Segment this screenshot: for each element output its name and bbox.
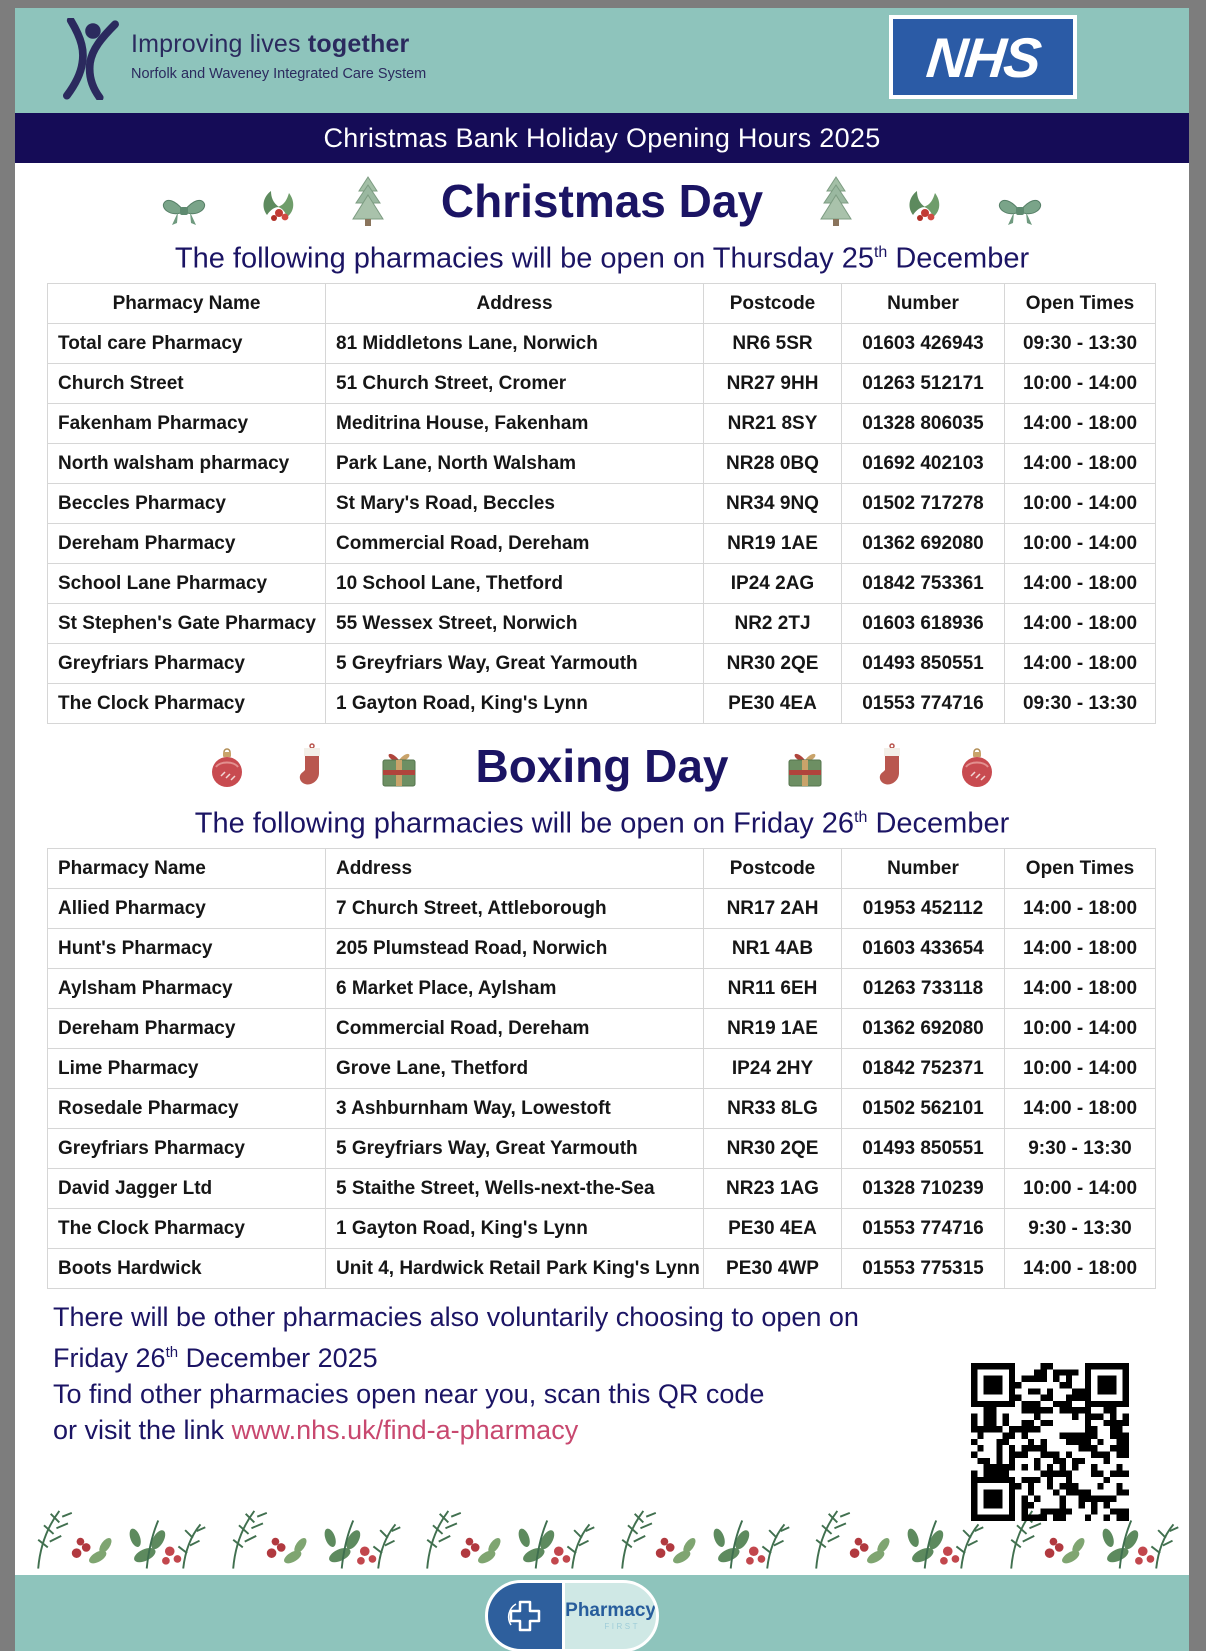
table-cell: 14:00 - 18:00	[1005, 404, 1156, 444]
nhs-logo-text: NHS	[923, 25, 1043, 89]
bauble-icon	[959, 743, 995, 789]
table-row	[48, 364, 1156, 404]
bottom-band	[15, 1575, 1189, 1651]
table-cell: 5 Greyfriars Way, Great Yarmouth	[326, 1129, 704, 1169]
column-header: Number	[842, 849, 1005, 889]
table-cell: Commercial Road, Dereham	[326, 524, 704, 564]
table-cell: 5 Staithe Street, Wells-next-the-Sea	[326, 1169, 704, 1209]
table-cell: 55 Wessex Street, Norwich	[326, 604, 704, 644]
column-header: Open Times	[1005, 284, 1156, 324]
foliage-sprig-icon	[311, 1501, 407, 1575]
foliage-sprig-icon	[116, 1501, 212, 1575]
table-cell: Dereham Pharmacy	[48, 1009, 326, 1049]
table-cell: NR19 1AE	[704, 524, 842, 564]
table-cell: 14:00 - 18:00	[1005, 644, 1156, 684]
pharmacy-cross-icon	[488, 1583, 565, 1649]
table-cell: NR19 1AE	[704, 1009, 842, 1049]
table-cell: 01603 426943	[842, 324, 1005, 364]
table-cell: 14:00 - 18:00	[1005, 444, 1156, 484]
nhs-find-pharmacy-link[interactable]: www.nhs.uk/find-a-pharmacy	[231, 1415, 579, 1445]
table-cell: 9:30 - 13:30	[1005, 1129, 1156, 1169]
foliage-sprig-icon	[505, 1501, 601, 1575]
pharmacy-first-wordmark: Pharmacy FIRST	[565, 1600, 656, 1631]
table-cell: 01692 402103	[842, 444, 1005, 484]
table-cell: 14:00 - 18:00	[1005, 889, 1156, 929]
table-cell: 01553 775315	[842, 1249, 1005, 1289]
bow-icon	[161, 175, 207, 227]
poster-page	[15, 8, 1189, 1651]
table-cell: 01553 774716	[842, 1209, 1005, 1249]
footer-line-4: or visit the link www.nhs.uk/find-a-pharmacy	[53, 1415, 579, 1445]
table-cell: 10:00 - 14:00	[1005, 1009, 1156, 1049]
table-cell: 9:30 - 13:30	[1005, 1209, 1156, 1249]
table-cell: 51 Church Street, Cromer	[326, 364, 704, 404]
bauble-icon	[209, 743, 245, 789]
table-cell: NR11 6EH	[704, 969, 842, 1009]
logo-subtitle: Norfolk and Waveney Integrated Care System	[131, 66, 427, 82]
table-cell: 01362 692080	[842, 1009, 1005, 1049]
column-header: Postcode	[704, 284, 842, 324]
table-cell: 01362 692080	[842, 524, 1005, 564]
table-cell: Dereham Pharmacy	[48, 524, 326, 564]
column-header: Pharmacy Name	[48, 849, 326, 889]
table-cell: 14:00 - 18:00	[1005, 1089, 1156, 1129]
gift-icon	[785, 743, 825, 789]
table-row	[48, 1169, 1156, 1209]
table-cell: 14:00 - 18:00	[1005, 564, 1156, 604]
table-row	[48, 969, 1156, 1009]
table-cell: David Jagger Ltd	[48, 1169, 326, 1209]
christmas-day-section	[15, 169, 1189, 724]
table-row	[48, 324, 1156, 364]
table-cell: 01842 752371	[842, 1049, 1005, 1089]
section-title-boxing-day: Boxing Day	[475, 740, 729, 792]
title-banner	[15, 113, 1189, 163]
holly-icon	[259, 175, 299, 227]
table-cell: Unit 4, Hardwick Retail Park King's Lynn	[326, 1249, 704, 1289]
holly-icon	[905, 175, 945, 227]
christmas-day-heading-row	[15, 169, 1189, 233]
column-header: Open Times	[1005, 849, 1156, 889]
table-row	[48, 1049, 1156, 1089]
table-cell: NR34 9NQ	[704, 484, 842, 524]
table-cell: NR33 8LG	[704, 1089, 842, 1129]
table-cell: 14:00 - 18:00	[1005, 1249, 1156, 1289]
table-row	[48, 444, 1156, 484]
table-cell: 10:00 - 14:00	[1005, 1169, 1156, 1209]
table-cell: 01493 850551	[842, 644, 1005, 684]
boxing-day-heading-row	[15, 734, 1189, 798]
stocking-icon	[877, 743, 907, 789]
christmas-day-table	[47, 283, 1156, 724]
table-row	[48, 644, 1156, 684]
table-cell: Hunt's Pharmacy	[48, 929, 326, 969]
table-cell: 1 Gayton Road, King's Lynn	[326, 1209, 704, 1249]
table-cell: 5 Greyfriars Way, Great Yarmouth	[326, 644, 704, 684]
column-header: Postcode	[704, 849, 842, 889]
page-header	[15, 8, 1189, 113]
table-row	[48, 889, 1156, 929]
christmas-day-subtitle: The following pharmacies will be open on Thursday 25th December	[174, 242, 1030, 275]
table-cell: 10:00 - 14:00	[1005, 524, 1156, 564]
table-cell: Grove Lane, Thetford	[326, 1049, 704, 1089]
table-cell: St Mary's Road, Beccles	[326, 484, 704, 524]
table-cell: Commercial Road, Dereham	[326, 1009, 704, 1049]
table-cell: 10:00 - 14:00	[1005, 484, 1156, 524]
table-cell: 14:00 - 18:00	[1005, 969, 1156, 1009]
pharmacy-first-logo	[485, 1580, 659, 1651]
table-cell: 01328 806035	[842, 404, 1005, 444]
table-cell: Rosedale Pharmacy	[48, 1089, 326, 1129]
stocking-icon	[297, 743, 327, 789]
table-row	[48, 1249, 1156, 1289]
boxing-day-table	[47, 848, 1156, 1289]
table-cell: Church Street	[48, 364, 326, 404]
table-cell: Beccles Pharmacy	[48, 484, 326, 524]
section-title-christmas-day: Christmas Day	[440, 175, 764, 227]
table-cell: NR30 2QE	[704, 1129, 842, 1169]
table-row	[48, 484, 1156, 524]
table-row	[48, 564, 1156, 604]
table-cell: NR27 9HH	[704, 364, 842, 404]
table-row	[48, 1209, 1156, 1249]
column-header: Pharmacy Name	[48, 284, 326, 324]
table-cell: North walsham pharmacy	[48, 444, 326, 484]
table-cell: Total care Pharmacy	[48, 324, 326, 364]
table-cell: 14:00 - 18:00	[1005, 604, 1156, 644]
table-cell: 10:00 - 14:00	[1005, 1049, 1156, 1089]
table-cell: Fakenham Pharmacy	[48, 404, 326, 444]
table-cell: 7 Church Street, Attleborough	[326, 889, 704, 929]
table-cell: 01603 433654	[842, 929, 1005, 969]
nhs-logo	[889, 15, 1077, 99]
table-cell: 01493 850551	[842, 1129, 1005, 1169]
table-cell: 3 Ashburnham Way, Lowestoft	[326, 1089, 704, 1129]
table-row	[48, 929, 1156, 969]
table-cell: Park Lane, North Walsham	[326, 444, 704, 484]
table-cell: Meditrina House, Fakenham	[326, 404, 704, 444]
column-header: Number	[842, 284, 1005, 324]
gift-icon	[379, 743, 419, 789]
table-cell: 01263 512171	[842, 364, 1005, 404]
boxing-day-subtitle: The following pharmacies will be open on Friday 26th December	[194, 807, 1010, 840]
table-cell: IP24 2HY	[704, 1049, 842, 1089]
table-cell: The Clock Pharmacy	[48, 1209, 326, 1249]
logo-tagline: Improving lives together	[131, 30, 410, 58]
table-cell: 10 School Lane, Thetford	[326, 564, 704, 604]
footer-line-2: Friday 26th December 2025	[53, 1343, 378, 1373]
table-row	[48, 604, 1156, 644]
footer-line-1: There will be other pharmacies also voluntarily choosing to open on	[53, 1302, 859, 1332]
table-row	[48, 1089, 1156, 1129]
boxing-day-section	[15, 734, 1189, 1289]
footer-note-block	[15, 1289, 1189, 1501]
table-cell: 1 Gayton Road, King's Lynn	[326, 684, 704, 724]
table-cell: NR21 8SY	[704, 404, 842, 444]
table-cell: NR2 2TJ	[704, 604, 842, 644]
table-cell: 09:30 - 13:30	[1005, 684, 1156, 724]
qr-code	[971, 1363, 1129, 1521]
table-row	[48, 524, 1156, 564]
table-cell: 14:00 - 18:00	[1005, 929, 1156, 969]
table-cell: 01263 733118	[842, 969, 1005, 1009]
improving-lives-together-logo	[63, 18, 426, 105]
table-cell: 81 Middletons Lane, Norwich	[326, 324, 704, 364]
table-cell: Lime Pharmacy	[48, 1049, 326, 1089]
table-cell: 10:00 - 14:00	[1005, 364, 1156, 404]
table-cell: 09:30 - 13:30	[1005, 324, 1156, 364]
table-cell: PE30 4WP	[704, 1249, 842, 1289]
table-cell: NR17 2AH	[704, 889, 842, 929]
table-cell: 01328 710239	[842, 1169, 1005, 1209]
table-cell: School Lane Pharmacy	[48, 564, 326, 604]
foliage-sprig-icon	[214, 1501, 310, 1575]
table-cell: NR28 0BQ	[704, 444, 842, 484]
table-cell: NR30 2QE	[704, 644, 842, 684]
foliage-sprig-icon	[700, 1501, 796, 1575]
bow-icon	[997, 175, 1043, 227]
tree-icon	[819, 175, 853, 227]
column-header: Address	[326, 849, 704, 889]
table-cell: PE30 4EA	[704, 684, 842, 724]
table-cell: The Clock Pharmacy	[48, 684, 326, 724]
table-header-row	[48, 284, 1156, 324]
table-cell: 01553 774716	[842, 684, 1005, 724]
table-cell: 01953 452112	[842, 889, 1005, 929]
table-row	[48, 1009, 1156, 1049]
table-cell: NR6 5SR	[704, 324, 842, 364]
table-cell: NR23 1AG	[704, 1169, 842, 1209]
table-cell: Boots Hardwick	[48, 1249, 326, 1289]
table-cell: NR1 4AB	[704, 929, 842, 969]
column-header: Address	[326, 284, 704, 324]
table-cell: PE30 4EA	[704, 1209, 842, 1249]
table-cell: 6 Market Place, Aylsham	[326, 969, 704, 1009]
foliage-sprig-icon	[19, 1501, 115, 1575]
table-row	[48, 1129, 1156, 1169]
table-cell: Aylsham Pharmacy	[48, 969, 326, 1009]
table-cell: 01502 717278	[842, 484, 1005, 524]
foliage-sprig-icon	[797, 1501, 893, 1575]
foliage-sprig-icon	[408, 1501, 504, 1575]
table-cell: 01502 562101	[842, 1089, 1005, 1129]
table-row	[48, 404, 1156, 444]
table-cell: 01842 753361	[842, 564, 1005, 604]
improving-lives-figure-icon	[63, 18, 119, 105]
table-cell: Allied Pharmacy	[48, 889, 326, 929]
table-cell: Greyfriars Pharmacy	[48, 1129, 326, 1169]
table-cell: Greyfriars Pharmacy	[48, 644, 326, 684]
page-title: Christmas Bank Holiday Opening Hours 2025	[323, 122, 881, 153]
footer-line-3: To find other pharmacies open near you, scan this QR code	[53, 1379, 765, 1409]
logo-text	[131, 18, 426, 82]
tree-icon	[351, 175, 385, 227]
table-header-row	[48, 849, 1156, 889]
table-cell: 01603 618936	[842, 604, 1005, 644]
foliage-sprig-icon	[603, 1501, 699, 1575]
table-cell: St Stephen's Gate Pharmacy	[48, 604, 326, 644]
table-row	[48, 684, 1156, 724]
table-cell: IP24 2AG	[704, 564, 842, 604]
table-cell: 205 Plumstead Road, Norwich	[326, 929, 704, 969]
